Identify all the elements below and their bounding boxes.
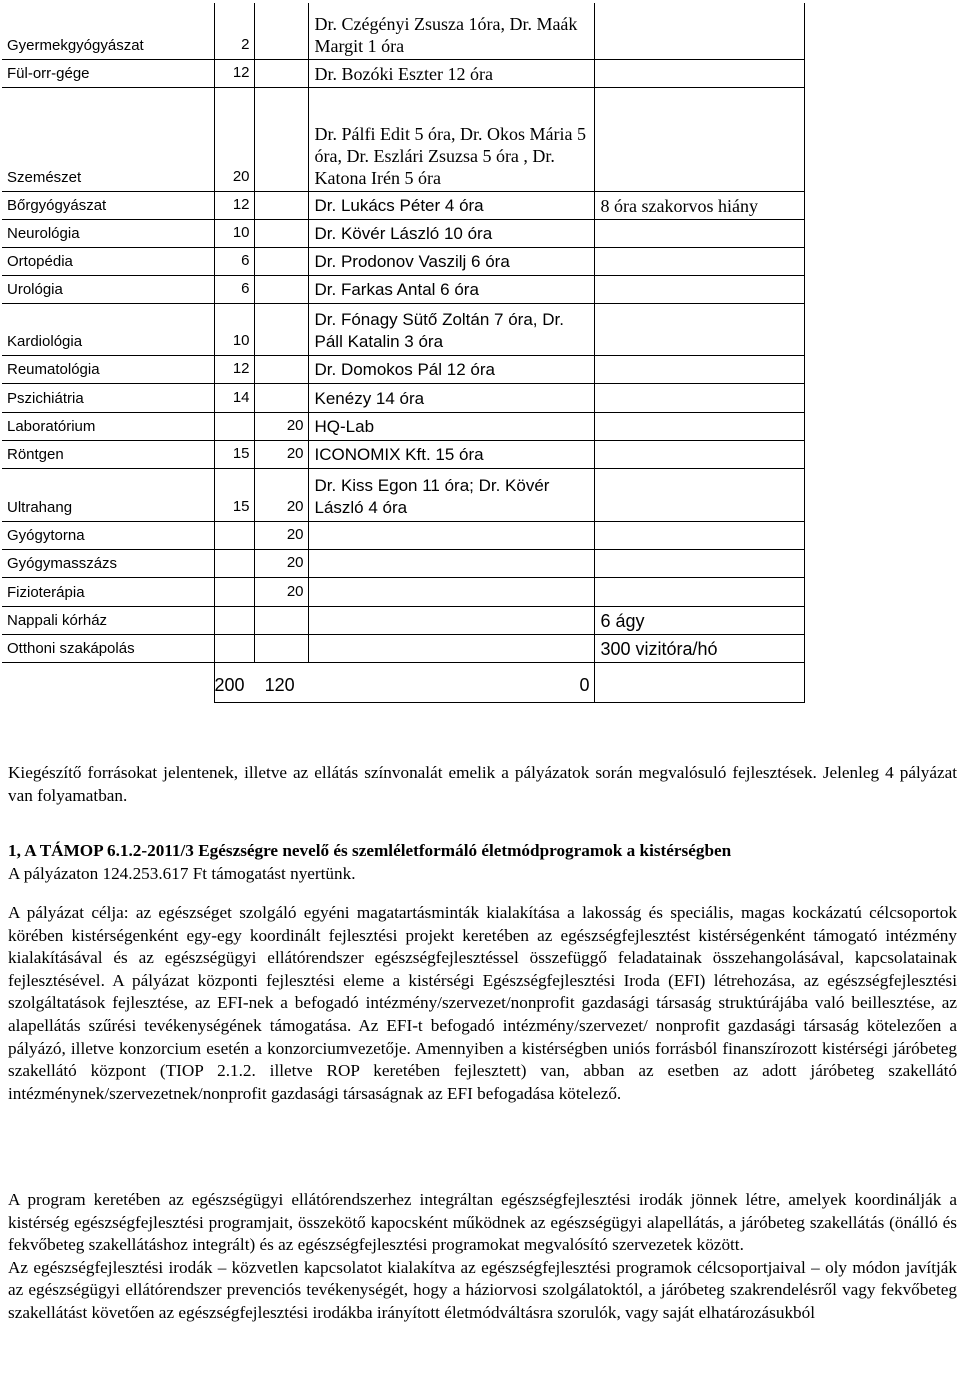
hours-a xyxy=(214,606,254,634)
specialty-name: Ortopédia xyxy=(2,247,214,275)
specialty-name: Fizioterápia xyxy=(2,577,214,606)
table-row xyxy=(2,549,804,577)
specialty-name: Neurológia xyxy=(2,219,214,247)
doctor-cell: Dr. Pálfi Edit 5 óra, Dr. Okos Mária 5 óra, Dr. Eszlári Zsuzsa 5 óra , Dr. Katona Irén 5 óra xyxy=(308,87,594,191)
specialty-name: Reumatológia xyxy=(2,355,214,383)
hours-b: 20 xyxy=(254,549,308,577)
hours-b: 20 xyxy=(254,521,308,549)
specialty-name: Röntgen xyxy=(2,440,214,468)
hours-a: 20 xyxy=(214,87,254,191)
specialty-name: Pszichiátria xyxy=(2,383,214,412)
table-row xyxy=(2,634,804,662)
doctor-cell: Kenézy 14 óra xyxy=(308,383,594,412)
doctor-cell: Dr. Prodonov Vaszilj 6 óra xyxy=(308,247,594,275)
table-row xyxy=(2,247,804,275)
table-row xyxy=(2,440,804,468)
table-row xyxy=(2,219,804,247)
hours-a: 6 xyxy=(214,275,254,303)
hours-b xyxy=(254,59,308,87)
program-paragraph: A program keretében az egészségügyi ellátórendszerhez integráltan egészségfejlesztési irodák jönnek létre, amelyek koordinálják a kistérség egészségfejlesztési programjait, összekötő kapocsként működnek az egészségügyi alapellátás, a járóbeteg szakellátás (önálló és fekvőbeteg szakellátáshoz integrált) és az egészségfejlesztési programokat megvalósító szervezetek között. xyxy=(8,1190,957,1255)
doctor-cell: Dr. Fónagy Sütő Zoltán 7 óra, Dr. Páll Katalin 3 óra xyxy=(308,303,594,355)
project-heading: 1, A TÁMOP 6.1.2-2011/3 Egészségre nevelő és szemléletformáló életmódprogramok a kistérségben xyxy=(8,841,732,860)
table-row xyxy=(2,468,804,521)
doctor-cell: HQ-Lab xyxy=(308,412,594,440)
offices-paragraph: Az egészségfejlesztési irodák – közvetlen kapcsolatot kialakítva az egészségfejlesztési programok célcsoportjaival – oly módon javítják az egészségügyi ellátórendszer prevenciós tevékenységét, hogy a háziorvosi szolgálatoktól, a járóbeteg szakrendelésről vagy fekvőbeteg szakellátást követően az egészségfejlesztési irodákba irányított életmódváltásra szorulók, vagy saját elhatározásukból xyxy=(8,1257,957,1322)
specialty-name: Otthoni szakápolás xyxy=(2,634,214,662)
table-row xyxy=(2,355,804,383)
hours-a: 2 xyxy=(214,3,254,59)
hours-a: 6 xyxy=(214,247,254,275)
note-cell xyxy=(594,87,804,191)
table-row xyxy=(2,383,804,412)
specialty-name: Bőrgyógyászat xyxy=(2,191,214,219)
note-cell: 8 óra szakorvos hiány xyxy=(594,191,804,219)
totals-spacer xyxy=(2,662,214,702)
specialty-name: Gyógymasszázs xyxy=(2,549,214,577)
doctor-cell: Dr. Lukács Péter 4 óra xyxy=(308,191,594,219)
hours-b xyxy=(254,303,308,355)
hours-b: 20 xyxy=(254,577,308,606)
hours-b xyxy=(254,247,308,275)
note-cell: 300 vizitóra/hó xyxy=(594,634,804,662)
hours-b: 20 xyxy=(254,468,308,521)
project-block xyxy=(8,840,957,885)
hours-a: 15 xyxy=(214,468,254,521)
hours-a xyxy=(214,521,254,549)
hours-b: 20 xyxy=(254,412,308,440)
table-row xyxy=(2,577,804,606)
specialty-table xyxy=(2,3,805,703)
hours-a xyxy=(214,634,254,662)
table-row xyxy=(2,59,804,87)
table-row xyxy=(2,275,804,303)
doctor-cell: Dr. Kiss Egon 11 óra; Dr. Kövér László 4 óra xyxy=(308,468,594,521)
doctor-cell xyxy=(308,549,594,577)
hours-b xyxy=(254,634,308,662)
note-cell: 6 ágy xyxy=(594,606,804,634)
table-row xyxy=(2,303,804,355)
hours-b xyxy=(254,355,308,383)
note-cell xyxy=(594,549,804,577)
hours-b xyxy=(254,191,308,219)
note-cell xyxy=(594,219,804,247)
total-b: 120 xyxy=(264,674,295,695)
hours-b: 20 xyxy=(254,440,308,468)
grant-amount: A pályázaton 124.253.617 Ft támogatást nyertünk. xyxy=(8,863,356,883)
table-row xyxy=(2,191,804,219)
hours-b xyxy=(254,3,308,59)
specialty-name: Szemészet xyxy=(2,87,214,191)
hours-b xyxy=(254,219,308,247)
goal-block xyxy=(8,902,957,1105)
note-cell xyxy=(594,577,804,606)
note-cell xyxy=(594,247,804,275)
doctor-cell: Dr. Kövér László 10 óra xyxy=(308,219,594,247)
note-cell xyxy=(594,440,804,468)
hours-b xyxy=(254,606,308,634)
note-cell xyxy=(594,383,804,412)
doctor-cell xyxy=(308,606,594,634)
hours-b xyxy=(254,275,308,303)
total-a: 200 xyxy=(214,674,245,695)
doctor-cell xyxy=(308,634,594,662)
doctor-cell: ICONOMIX Kft. 15 óra xyxy=(308,440,594,468)
specialty-name: Kardiológia xyxy=(2,303,214,355)
doctor-cell: Dr. Bozóki Eszter 12 óra xyxy=(308,59,594,87)
doctor-cell xyxy=(308,521,594,549)
hours-a xyxy=(214,549,254,577)
note-cell xyxy=(594,59,804,87)
intro-paragraph: Kiegészítő forrásokat jelentenek, illetve az ellátás színvonalát emelik a pályázatok során megvalósuló fejlesztések. Jelenleg 4 pályázat van folyamatban. xyxy=(8,763,957,805)
doctor-cell: Dr. Czégényi Zsusza 1óra, Dr. Maák Margit 1 óra xyxy=(308,3,594,59)
hours-b xyxy=(254,383,308,412)
specialty-name: Urológia xyxy=(2,275,214,303)
note-cell xyxy=(594,275,804,303)
hours-a: 10 xyxy=(214,219,254,247)
intro-paragraph-block xyxy=(8,762,957,807)
note-cell xyxy=(594,521,804,549)
hours-a: 12 xyxy=(214,59,254,87)
note-cell xyxy=(594,3,804,59)
goal-paragraph: A pályázat célja: az egészséget szolgáló egyéni magatartásminták kialakítása a lakosság és speciális, magas kockázatú célcsoportok körében kistérségenként egy-egy koordinált fejlesztési projekt keretében az egészségfejlesztést kistérségenként támogató intézmény kialakításával és az egészségügyi ellátórendszer egészségfejlesztéssel összefüggő feladatainak összehangolásával, kapcsolatainak fejlesztésével. A pályázat központi fejlesztési eleme a kistérségi Egészségfejlesztési Iroda (EFI) létrehozása, az egészségfejlesztési szolgáltatások fejlesztése, az EFI-nek a befogadó intézmény/szervezet/nonprofit gazdasági társaság struktúrájába való beillesztése, az alapellátás szűrési tevékenységének támogatása. Az EFI-t befogadó intézmény/szervezet/ nonprofit gazdasági társaság kötelezően a pályázó, illetve konzorcium esetén a konzorciumvezetője. Amennyiben a kistérségben uniós forrásból finanszírozott kistérségi járóbeteg szakellátó központ (TIOP 2.1.2. illetve ROP keretében fejlesztett) van, abban az esetben az adott járóbeteg szakellátó intézménynek/szervezetnek/nonprofit gazdasági társaságnak az EFI befogadása kötelező. xyxy=(8,903,957,1103)
specialty-name: Nappali kórház xyxy=(2,606,214,634)
hours-a: 10 xyxy=(214,303,254,355)
specialty-name: Gyermekgyógyászat xyxy=(2,3,214,59)
hours-a xyxy=(214,577,254,606)
note-cell xyxy=(594,468,804,521)
table-row xyxy=(2,87,804,191)
note-cell xyxy=(594,355,804,383)
doctor-cell xyxy=(308,577,594,606)
table-row xyxy=(2,412,804,440)
specialty-name: Fül-orr-gége xyxy=(2,59,214,87)
doctor-cell: Dr. Domokos Pál 12 óra xyxy=(308,355,594,383)
doctor-cell: Dr. Farkas Antal 6 óra xyxy=(308,275,594,303)
note-cell xyxy=(594,412,804,440)
table-row xyxy=(2,521,804,549)
totals-cell xyxy=(214,662,308,702)
program-block xyxy=(8,1189,957,1325)
specialty-name: Gyógytorna xyxy=(2,521,214,549)
table-row xyxy=(2,3,804,59)
note-cell xyxy=(594,303,804,355)
hours-a: 12 xyxy=(214,191,254,219)
hours-a: 12 xyxy=(214,355,254,383)
hours-a xyxy=(214,412,254,440)
hours-a: 15 xyxy=(214,440,254,468)
totals-row xyxy=(2,662,804,702)
hours-b xyxy=(254,87,308,191)
table-row xyxy=(2,606,804,634)
total-c: 0 xyxy=(308,662,594,702)
totals-note xyxy=(594,662,804,702)
specialty-name: Ultrahang xyxy=(2,468,214,521)
specialty-name: Laboratórium xyxy=(2,412,214,440)
hours-a: 14 xyxy=(214,383,254,412)
